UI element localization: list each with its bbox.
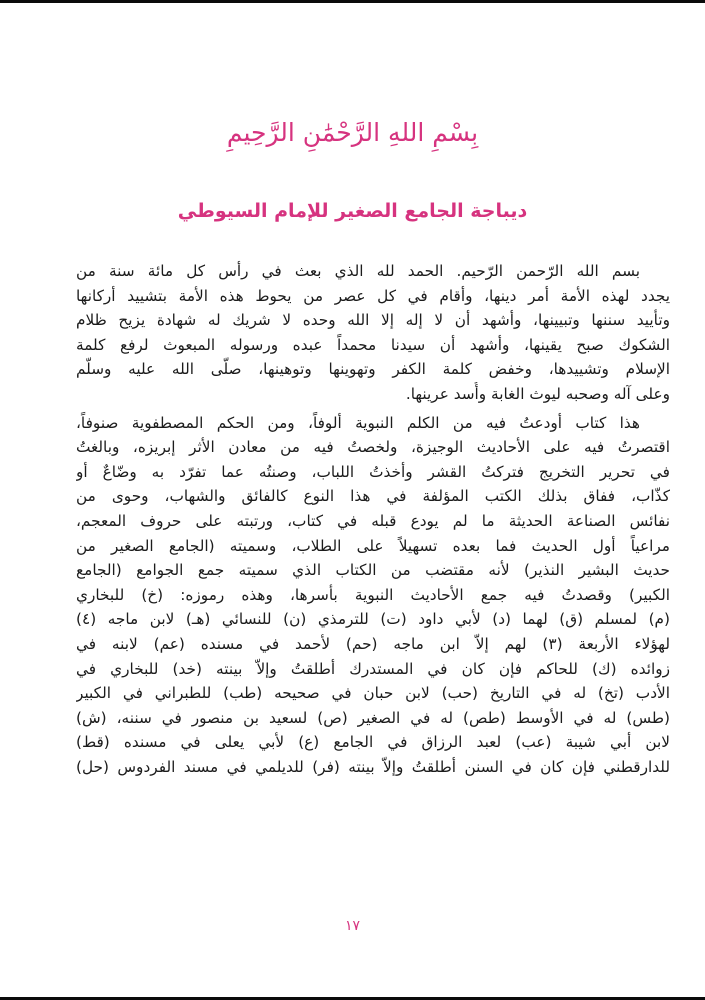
text-line: الإسلام وتشييدها، وخفض كلمة الكفر وتهوينها وتوهينها، صلّى الله عليه وسلّم bbox=[76, 360, 670, 379]
text-line: لابن أبي شيبة (عب) لعبد الرزاق في الجامع (ع) لأبي يعلى في مسنده (قط) bbox=[76, 733, 670, 752]
text-line: وعلى آله وصحبه ليوث الغابة وأُسد عرينها. bbox=[405, 384, 670, 403]
text-line: كذّاب، ففاق بذلك الكتب المؤلفة في هذا النوع كالفائق والشهاب، وحوى من bbox=[76, 487, 670, 506]
text-line: الشكوك صبح يقينها، وأشهد أن سيدنا محمداً عبده ورسوله المبعوث لرفع كلمة bbox=[76, 335, 670, 354]
page-top-edge bbox=[0, 0, 705, 3]
paragraph-intro bbox=[76, 259, 670, 407]
text-line: لهؤلاء الأربعة (٣) لهم إلاّ ابن ماجه (حم) لأحمد في مسنده (عم) لابنه في bbox=[76, 634, 670, 653]
text-line: هذا كتاب أودعتُ فيه من الكلم النبوية ألوفاً، ومن الحكم المصطفوية صنوفاً، bbox=[76, 413, 640, 432]
text-line: (طس) له في الأوسط (طص) له في الصغير (ص) لسعيد بن منصور في سننه، (ش) bbox=[76, 708, 670, 727]
text-line: حديث البشير النذير) لأنه مقتضب من الكتاب الذي سميته جمع الجوامع (الجامع bbox=[76, 561, 670, 580]
text-line: اقتصرتُ فيه على الأحاديث الوجيزة، ولخصتُ فيه من معادن الأثر إبريزه، وبالغتُ bbox=[76, 438, 670, 457]
text-line: للدارقطني فإن كان في السنن أطلقتُ وإلاّ بينته (فر) للديلمي في مسند الفردوس (حل) bbox=[76, 757, 670, 776]
body-text bbox=[76, 259, 670, 779]
text-line: الكبير) وقصدتُ فيه جمع الأحاديث النبوية بأسرها، وهذه رموزه: (خ) للبخاري bbox=[76, 585, 670, 604]
text-line: (م) لمسلم (ق) لهما (د) لأبي داود (ت) للترمذي (ن) للنسائي (هـ) لابن ماجه (٤) bbox=[76, 610, 670, 629]
text-line: زوائده (ك) للحاكم فإن كان في المستدرك أطلقتُ وإلاّ بينته (خد) للبخاري في bbox=[76, 659, 670, 678]
text-line: في تحرير التخريج فتركتُ القشر وأخذتُ اللباب، وصنتُه عما تفرّد به وضّاعٌ أو bbox=[76, 462, 670, 481]
text-line: يجدد لهذه الأمة أمر دينها، وأقام في كل عصر من يحوط هذه الأمة بتشييد أركانها bbox=[76, 286, 670, 305]
text-line: الأدب (تخ) له في التاريخ (حب) لابن حبان في صحيحه (طب) للطبراني في الكبير bbox=[76, 684, 670, 703]
text-line: نفائس الصناعة الحديثة ما لم يودع قبله في كتاب، ورتبته على حروف المعجم، bbox=[76, 511, 670, 530]
text-line: وتأييد سننها وتبيينها، وأشهد أن لا إله إلا الله وحده لا شريك له شهادة يزيح ظلام bbox=[76, 311, 670, 330]
page-number: ١٧ bbox=[344, 918, 361, 934]
paragraph-book-description bbox=[76, 411, 670, 780]
text-line: مراعياً أول الحديث فما بعده تسهيلاً على الطلاب، وسميته (الجامع الصغير من bbox=[76, 536, 670, 555]
text-line: بسم الله الرّحمن الرّحيم. الحمد لله الذي بعث في رأس كل مائة سنة من bbox=[76, 262, 640, 280]
page-title: ديباجة الجامع الصغير للإمام السيوطي bbox=[177, 200, 528, 222]
bismillah-calligraphy: بِسْمِ اللهِ الرَّحْمَٰنِ الرَّحِيمِ bbox=[226, 118, 479, 147]
